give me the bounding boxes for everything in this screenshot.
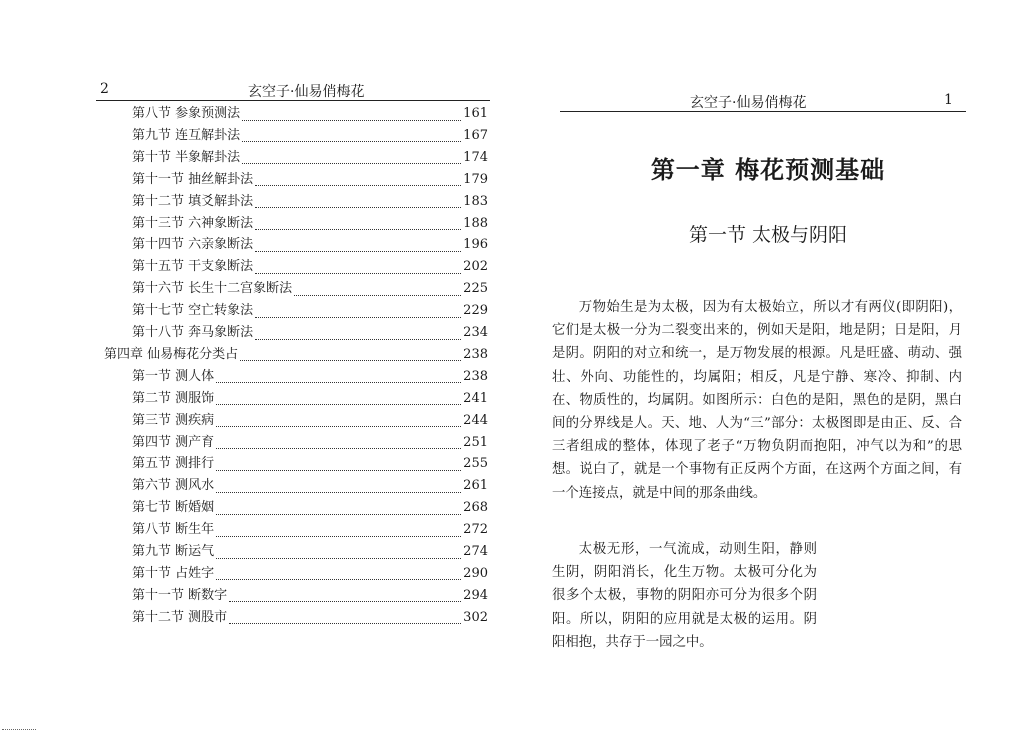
toc-section-entry xyxy=(132,519,488,541)
right-page-number: 1 xyxy=(944,92,953,108)
toc-entry-label: 第八节 断生年 xyxy=(132,522,215,538)
toc-entry-label: 第三节 测疾病 xyxy=(132,412,215,428)
section-title: 第一节 太极与阴阳 xyxy=(688,224,848,246)
toc-entry-label: 第十六节 长生十二宫象断法 xyxy=(132,281,293,297)
toc-entry-page: 238 xyxy=(463,346,488,362)
toc-leader-dots xyxy=(216,458,461,471)
toc-section-entry xyxy=(132,278,488,300)
toc-entry-label: 第二节 测服饰 xyxy=(132,390,215,406)
toc-section-entry xyxy=(132,410,488,432)
toc-entry-label: 第十四节 六亲象断法 xyxy=(132,237,254,253)
toc-entry-page: 167 xyxy=(463,127,488,143)
toc-section-entry xyxy=(132,541,488,563)
toc-section-entry xyxy=(132,475,488,497)
chapter-title: 第一章 梅花预测基础 xyxy=(650,155,886,184)
toc-entry-label: 第四节 测产育 xyxy=(132,434,215,450)
toc-entry-label: 第十三节 六神象断法 xyxy=(132,215,254,231)
toc-section-entry xyxy=(132,366,488,388)
toc-entry-label: 第十节 半象解卦法 xyxy=(132,149,241,165)
toc-entry-page: 179 xyxy=(463,171,488,187)
toc-leader-dots xyxy=(240,348,461,361)
toc-entry-label: 第十五节 干支象断法 xyxy=(132,259,254,275)
toc-entry-label: 第七节 断婚姻 xyxy=(132,500,215,516)
toc-section-entry xyxy=(132,497,488,519)
toc-section-entry xyxy=(132,147,488,169)
toc-leader-dots xyxy=(242,151,461,164)
toc-entry-page: 225 xyxy=(463,281,488,297)
toc-leader-dots xyxy=(216,480,461,493)
right-running-header: 玄空子·仙易俏梅花 xyxy=(690,95,807,111)
toc-section-entry xyxy=(132,213,488,235)
toc-entry-label: 第八节 参象预测法 xyxy=(132,106,241,121)
toc-entry-page: 251 xyxy=(463,434,488,450)
toc-section-entry xyxy=(132,169,488,191)
scan-artifact xyxy=(2,729,36,733)
toc-entry-page: 294 xyxy=(463,587,488,603)
toc-section-entry xyxy=(132,585,488,607)
toc-entry-page: 272 xyxy=(463,522,488,538)
toc-entry-page: 274 xyxy=(463,544,488,559)
toc-entry-label: 第十七节 空亡转象法 xyxy=(132,303,254,319)
toc-entry-label: 第一节 测人体 xyxy=(132,368,215,384)
toc-leader-dots xyxy=(255,305,461,318)
left-header-rule xyxy=(96,100,490,101)
toc-leader-dots xyxy=(255,261,461,274)
toc-section-entry xyxy=(132,607,488,629)
toc-leader-dots xyxy=(229,611,461,624)
toc-entry-label: 第十二节 测股市 xyxy=(132,609,228,625)
right-header-rule xyxy=(560,111,966,112)
toc-entry-page: 261 xyxy=(463,478,488,494)
toc-section-entry xyxy=(132,322,488,344)
toc-entry-label: 第十节 占姓字 xyxy=(132,565,215,581)
toc-entry-label: 第十二节 填爻解卦法 xyxy=(132,193,254,209)
toc-entry-page: 188 xyxy=(463,215,488,231)
toc-section-entry xyxy=(132,125,488,147)
toc-entry-label: 第九节 断运气 xyxy=(132,544,215,559)
toc-entry-page: 290 xyxy=(463,565,488,581)
toc-entry-label: 第十八节 奔马象断法 xyxy=(132,325,254,340)
toc-section-entry xyxy=(132,234,488,256)
toc-leader-dots xyxy=(255,239,461,252)
toc-chapter-entry xyxy=(104,344,488,366)
toc-section-entry xyxy=(132,103,488,125)
toc-entry-page: 234 xyxy=(463,325,488,340)
toc-entry-page: 174 xyxy=(463,149,488,165)
body-paragraph-1: 万物始生是为太极，因为有太极始立，所以才有两仪(即阴阳)，它们是太极一分为二裂变出来的，例如天是阳，地是阴；日是阳，月是阴。阴阳的对立和统一，是万物发展的根源。凡是旺盛、萌动、强壮、外向、功能性的，均属阳；相反，凡是宁静、寒冷、抑制、内在、物质性的，均属阴。如图所示：白色的是阳，黑色的是阴，黑白间的分界线是人。天、地、人为“三”部分：太极图即是由正、反、合三者组成的整体，体现了老子“万物负阴而抱阳，冲气以为和”的思想。说白了，就是一个事物有正反两个方面，在这两个方面之间，有一个连接点，就是中间的那条曲线。 xyxy=(552,300,962,501)
toc-entry-page: 268 xyxy=(463,500,488,516)
right-page xyxy=(512,0,1024,737)
toc-leader-dots xyxy=(229,589,461,602)
toc-entry-page: 202 xyxy=(463,259,488,275)
toc-section-entry xyxy=(132,388,488,410)
toc-leader-dots xyxy=(242,108,461,121)
toc-entry-page: 244 xyxy=(463,412,488,428)
toc-leader-dots xyxy=(216,370,461,383)
toc-leader-dots xyxy=(216,436,461,449)
toc-entry-page: 161 xyxy=(463,106,488,121)
toc-leader-dots xyxy=(255,195,461,208)
toc-leader-dots xyxy=(255,173,461,186)
toc-entry-page: 255 xyxy=(463,456,488,472)
toc-entry-page: 238 xyxy=(463,368,488,384)
toc-section-entry xyxy=(132,453,488,475)
toc-entry-page: 241 xyxy=(463,390,488,406)
toc-entry-page: 229 xyxy=(463,303,488,319)
toc-section-entry xyxy=(132,256,488,278)
toc-section-entry xyxy=(132,191,488,213)
toc-leader-dots xyxy=(216,567,461,580)
left-running-header: 玄空子·仙易俏梅花 xyxy=(248,84,365,100)
toc-section-entry xyxy=(132,432,488,454)
toc-leader-dots xyxy=(216,524,461,537)
toc-leader-dots xyxy=(216,392,461,405)
toc-leader-dots xyxy=(216,414,461,427)
toc-section-entry xyxy=(132,300,488,322)
toc-leader-dots xyxy=(216,546,461,559)
toc-entry-label: 第十一节 抽丝解卦法 xyxy=(132,171,254,187)
toc-entry-page: 302 xyxy=(463,609,488,625)
toc-entry-page: 183 xyxy=(463,193,488,209)
toc-leader-dots xyxy=(255,327,461,340)
toc-leader-dots xyxy=(294,283,461,296)
toc-leader-dots xyxy=(255,217,461,230)
toc-entry-label: 第六节 测风水 xyxy=(132,478,215,494)
left-page-number: 2 xyxy=(100,81,109,97)
toc-entry-label: 第九节 连互解卦法 xyxy=(132,127,241,143)
toc-entry-label: 第十一节 断数字 xyxy=(132,587,228,603)
toc-leader-dots xyxy=(242,129,461,142)
toc-entry-page: 196 xyxy=(463,237,488,253)
body-paragraph-2: 太极无形，一气流成，动则生阳，静则生阴，阴阳消长，化生万物。太极可分化为很多个太极，事物的阴阳亦可分为很多个阴阳。所以，阴阳的应用就是太极的运用。阴阳相抱，共存于一园之中。 xyxy=(552,542,817,650)
toc-entry-label: 第五节 测排行 xyxy=(132,456,215,472)
toc-entry-label: 第四章 仙易梅花分类占 xyxy=(104,346,239,362)
toc-leader-dots xyxy=(216,502,461,515)
toc-section-entry xyxy=(132,563,488,585)
